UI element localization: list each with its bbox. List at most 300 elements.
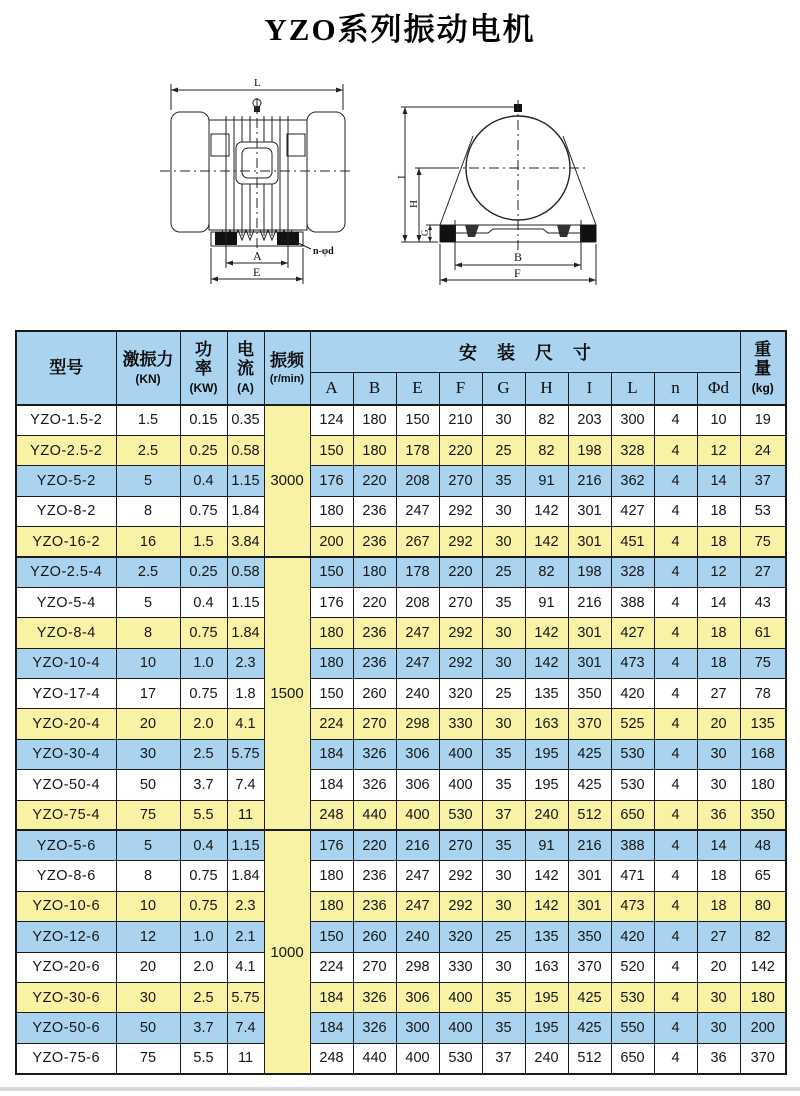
cell-weight: 180: [740, 770, 786, 800]
cell-dim-G: 35: [482, 1013, 525, 1043]
cell-dim-Φd: 30: [697, 1013, 740, 1043]
cell-dim-L: 328: [611, 557, 654, 587]
cell-dim-E: 208: [396, 587, 439, 617]
cell-dim-Φd: 18: [697, 891, 740, 921]
table-row: [16, 952, 786, 982]
cell-dim-L: 650: [611, 1043, 654, 1073]
cell-dim-E: 400: [396, 1043, 439, 1073]
cell-dim-Φd: 18: [697, 496, 740, 526]
cell-dim-A: 200: [310, 527, 353, 557]
cell-dim-n: 4: [654, 739, 697, 769]
cell-dim-n: 4: [654, 830, 697, 860]
cell-dim-n: 4: [654, 648, 697, 678]
table-row: [16, 861, 786, 891]
cell-dim-G: 30: [482, 618, 525, 648]
cell-power: 5.5: [180, 1043, 227, 1073]
cell-dim-I: 425: [568, 982, 611, 1012]
cell-dim-n: 4: [654, 709, 697, 739]
cell-dim-Φd: 18: [697, 648, 740, 678]
cell-dim-L: 530: [611, 739, 654, 769]
cell-dim-H: 195: [525, 770, 568, 800]
cell-dim-I: 216: [568, 587, 611, 617]
cell-power: 2.0: [180, 952, 227, 982]
cell-dim-G: 35: [482, 982, 525, 1012]
cell-dim-B: 236: [353, 496, 396, 526]
spec-table: [15, 330, 787, 1075]
table-row: [16, 618, 786, 648]
cell-dim-G: 30: [482, 709, 525, 739]
cell-dim-A: 180: [310, 618, 353, 648]
cell-current: 1.15: [227, 466, 264, 496]
cell-dim-L: 530: [611, 982, 654, 1012]
dim-label-A: A: [253, 249, 262, 263]
cell-current: 2.3: [227, 891, 264, 921]
header-force-label: 激振力: [122, 349, 174, 369]
cell-dim-H: 142: [525, 527, 568, 557]
cell-frequency: 1000: [264, 830, 310, 1073]
table-row: [16, 1043, 786, 1073]
cell-dim-n: 4: [654, 405, 697, 435]
cell-weight: 65: [740, 861, 786, 891]
cell-weight: 82: [740, 922, 786, 952]
cell-frequency: 3000: [264, 405, 310, 557]
cell-dim-L: 473: [611, 648, 654, 678]
header-model: [16, 331, 116, 405]
cell-dim-G: 30: [482, 496, 525, 526]
cell-power: 1.5: [180, 527, 227, 557]
cell-dim-H: 135: [525, 679, 568, 709]
cell-dim-I: 301: [568, 648, 611, 678]
cell-current: 1.84: [227, 496, 264, 526]
cell-dim-F: 292: [439, 648, 482, 678]
cell-dim-A: 124: [310, 405, 353, 435]
cell-dim-G: 25: [482, 922, 525, 952]
table-row: [16, 830, 786, 860]
cell-model: YZO-50-4: [16, 770, 116, 800]
cell-dim-F: 292: [439, 861, 482, 891]
cell-dim-Φd: 14: [697, 830, 740, 860]
cell-dim-F: 330: [439, 952, 482, 982]
cell-model: YZO-30-6: [16, 982, 116, 1012]
cell-dim-n: 4: [654, 770, 697, 800]
cell-dim-G: 25: [482, 435, 525, 465]
header-dim-E: E: [396, 372, 439, 405]
cell-dim-Φd: 20: [697, 952, 740, 982]
cell-dim-B: 220: [353, 587, 396, 617]
cell-current: 2.1: [227, 922, 264, 952]
cell-dim-F: 400: [439, 739, 482, 769]
page-title: YZO系列振动电机: [264, 12, 536, 47]
header-dim-F: F: [439, 372, 482, 405]
cell-dim-Φd: 10: [697, 405, 740, 435]
cell-dim-A: 150: [310, 557, 353, 587]
cell-dim-B: 260: [353, 679, 396, 709]
header-power-label: 功率: [195, 339, 212, 378]
cell-power: 0.15: [180, 405, 227, 435]
cell-dim-H: 240: [525, 800, 568, 830]
dim-label-F: F: [514, 266, 521, 280]
cell-current: 11: [227, 1043, 264, 1073]
cell-dim-B: 270: [353, 952, 396, 982]
cell-dim-H: 195: [525, 739, 568, 769]
cell-dim-B: 440: [353, 800, 396, 830]
header-frequency-label: 振频: [270, 351, 304, 371]
cell-force: 10: [116, 891, 180, 921]
cell-dim-G: 25: [482, 679, 525, 709]
cell-force: 8: [116, 861, 180, 891]
cell-dim-L: 550: [611, 1013, 654, 1043]
cell-force: 20: [116, 709, 180, 739]
cell-dim-I: 301: [568, 618, 611, 648]
cell-dim-H: 91: [525, 587, 568, 617]
cell-power: 0.75: [180, 679, 227, 709]
cell-power: 2.5: [180, 739, 227, 769]
cell-dim-G: 30: [482, 861, 525, 891]
cell-current: 0.35: [227, 405, 264, 435]
cell-model: YZO-8-6: [16, 861, 116, 891]
technical-drawings: [148, 70, 648, 310]
cell-power: 3.7: [180, 770, 227, 800]
cell-dim-E: 150: [396, 405, 439, 435]
cell-dim-n: 4: [654, 679, 697, 709]
cell-power: 5.5: [180, 800, 227, 830]
cell-dim-E: 300: [396, 1013, 439, 1043]
cell-force: 10: [116, 648, 180, 678]
cell-dim-Φd: 18: [697, 861, 740, 891]
header-weight-label: 重量: [754, 339, 772, 378]
cell-dim-n: 4: [654, 982, 697, 1012]
cell-weight: 19: [740, 405, 786, 435]
cell-weight: 53: [740, 496, 786, 526]
header-dim-A: A: [310, 372, 353, 405]
cell-power: 2.0: [180, 709, 227, 739]
cell-dim-I: 512: [568, 1043, 611, 1073]
cell-dim-n: 4: [654, 435, 697, 465]
dim-label-L: L: [254, 77, 261, 89]
cell-dim-A: 184: [310, 739, 353, 769]
cell-dim-n: 4: [654, 496, 697, 526]
cell-dim-H: 82: [525, 557, 568, 587]
header-power-unit: (KW): [189, 381, 218, 396]
cell-model: YZO-10-6: [16, 891, 116, 921]
spec-table-body: [16, 405, 786, 1074]
cell-dim-I: 216: [568, 830, 611, 860]
cell-dim-L: 473: [611, 891, 654, 921]
cell-current: 0.58: [227, 557, 264, 587]
table-row: [16, 1013, 786, 1043]
cell-dim-I: 301: [568, 527, 611, 557]
cell-weight: 43: [740, 587, 786, 617]
header-force-unit: (KN): [135, 372, 161, 387]
cell-model: YZO-20-4: [16, 709, 116, 739]
cell-current: 1.15: [227, 587, 264, 617]
cell-model: YZO-8-4: [16, 618, 116, 648]
cell-dim-F: 270: [439, 587, 482, 617]
cell-dim-B: 260: [353, 922, 396, 952]
cell-dim-E: 247: [396, 618, 439, 648]
cell-dim-E: 240: [396, 679, 439, 709]
cell-dim-E: 178: [396, 435, 439, 465]
cell-dim-A: 224: [310, 952, 353, 982]
cell-dim-G: 30: [482, 527, 525, 557]
header-power: [180, 331, 227, 405]
cell-dim-E: 240: [396, 922, 439, 952]
header-frequency: [264, 331, 310, 405]
table-row: [16, 891, 786, 921]
cell-weight: 142: [740, 952, 786, 982]
cell-dim-I: 301: [568, 496, 611, 526]
header-force: [116, 331, 180, 405]
cell-dim-F: 400: [439, 1013, 482, 1043]
cell-model: YZO-5-6: [16, 830, 116, 860]
cell-dim-L: 525: [611, 709, 654, 739]
cell-dim-Φd: 12: [697, 435, 740, 465]
table-row: [16, 587, 786, 617]
cell-dim-H: 142: [525, 618, 568, 648]
cell-model: YZO-12-6: [16, 922, 116, 952]
cell-current: 1.84: [227, 618, 264, 648]
cell-dim-E: 178: [396, 557, 439, 587]
cell-dim-G: 35: [482, 739, 525, 769]
cell-dim-F: 330: [439, 709, 482, 739]
header-dim-n: n: [654, 372, 697, 405]
cell-dim-F: 292: [439, 496, 482, 526]
header-model-label: 型号: [49, 358, 84, 378]
cell-dim-B: 326: [353, 770, 396, 800]
cell-force: 75: [116, 1043, 180, 1073]
cell-current: 7.4: [227, 1013, 264, 1043]
cell-dim-Φd: 36: [697, 1043, 740, 1073]
cell-weight: 78: [740, 679, 786, 709]
cell-dim-n: 4: [654, 466, 697, 496]
cell-current: 5.75: [227, 739, 264, 769]
cell-dim-H: 91: [525, 830, 568, 860]
cell-dim-B: 326: [353, 982, 396, 1012]
holes-label: n-φd: [313, 246, 334, 257]
cell-dim-I: 370: [568, 952, 611, 982]
cell-dim-G: 30: [482, 648, 525, 678]
cell-current: 4.1: [227, 952, 264, 982]
cell-power: 1.0: [180, 922, 227, 952]
dim-label-E: E: [253, 265, 261, 279]
cell-weight: 80: [740, 891, 786, 921]
cell-dim-n: 4: [654, 1013, 697, 1043]
cell-dim-E: 298: [396, 709, 439, 739]
cell-dim-I: 425: [568, 739, 611, 769]
header-weight: [740, 331, 786, 405]
cell-dim-Φd: 12: [697, 557, 740, 587]
cell-dim-Φd: 14: [697, 466, 740, 496]
cell-dim-B: 440: [353, 1043, 396, 1073]
cell-dim-B: 236: [353, 618, 396, 648]
cell-dim-A: 248: [310, 800, 353, 830]
cell-current: 4.1: [227, 709, 264, 739]
cell-model: YZO-1.5-2: [16, 405, 116, 435]
cell-dim-E: 247: [396, 861, 439, 891]
cell-force: 20: [116, 952, 180, 982]
cell-dim-E: 306: [396, 770, 439, 800]
cell-dim-H: 82: [525, 405, 568, 435]
cell-dim-F: 320: [439, 679, 482, 709]
cell-dim-B: 236: [353, 648, 396, 678]
cell-power: 0.4: [180, 466, 227, 496]
cell-force: 8: [116, 496, 180, 526]
cell-dim-L: 650: [611, 800, 654, 830]
cell-force: 50: [116, 1013, 180, 1043]
cell-dim-Φd: 14: [697, 587, 740, 617]
table-row: [16, 800, 786, 830]
cell-dim-E: 208: [396, 466, 439, 496]
cell-dim-I: 198: [568, 557, 611, 587]
cell-weight: 370: [740, 1043, 786, 1073]
cell-dim-Φd: 30: [697, 982, 740, 1012]
cell-model: YZO-2.5-2: [16, 435, 116, 465]
cell-dim-A: 224: [310, 709, 353, 739]
cell-dim-L: 362: [611, 466, 654, 496]
cell-model: YZO-5-2: [16, 466, 116, 496]
cell-dim-A: 150: [310, 679, 353, 709]
cell-weight: 180: [740, 982, 786, 1012]
cell-dim-H: 135: [525, 922, 568, 952]
cell-dim-H: 195: [525, 982, 568, 1012]
cell-current: 1.8: [227, 679, 264, 709]
cell-dim-n: 4: [654, 861, 697, 891]
cell-model: YZO-2.5-4: [16, 557, 116, 587]
cell-dim-H: 91: [525, 466, 568, 496]
cell-dim-G: 37: [482, 1043, 525, 1073]
dim-label-G: G: [420, 229, 430, 236]
cell-force: 30: [116, 982, 180, 1012]
cell-dim-G: 30: [482, 891, 525, 921]
cell-weight: 37: [740, 466, 786, 496]
cell-dim-A: 176: [310, 830, 353, 860]
cell-current: 5.75: [227, 982, 264, 1012]
cell-dim-Φd: 27: [697, 922, 740, 952]
cell-dim-G: 37: [482, 800, 525, 830]
cell-dim-Φd: 20: [697, 709, 740, 739]
table-row: [16, 648, 786, 678]
cell-dim-F: 292: [439, 891, 482, 921]
cell-power: 0.25: [180, 435, 227, 465]
dim-label-I: I: [396, 175, 408, 179]
cell-dim-A: 180: [310, 648, 353, 678]
cell-model: YZO-17-4: [16, 679, 116, 709]
cell-dim-E: 298: [396, 952, 439, 982]
cell-dim-Φd: 18: [697, 527, 740, 557]
cell-power: 0.75: [180, 496, 227, 526]
cell-model: YZO-20-6: [16, 952, 116, 982]
header-dim-L: L: [611, 372, 654, 405]
header-dim-B: B: [353, 372, 396, 405]
cell-dim-G: 30: [482, 952, 525, 982]
cell-dim-I: 425: [568, 770, 611, 800]
cell-current: 3.84: [227, 527, 264, 557]
cell-dim-A: 180: [310, 861, 353, 891]
cell-dim-B: 270: [353, 709, 396, 739]
cell-force: 1.5: [116, 405, 180, 435]
cell-dim-I: 350: [568, 922, 611, 952]
cell-dim-B: 180: [353, 435, 396, 465]
cell-dim-G: 35: [482, 770, 525, 800]
cell-dim-B: 236: [353, 527, 396, 557]
table-row: [16, 982, 786, 1012]
cell-dim-H: 240: [525, 1043, 568, 1073]
cell-dim-G: 30: [482, 405, 525, 435]
cell-dim-E: 247: [396, 648, 439, 678]
cell-dim-H: 142: [525, 648, 568, 678]
cell-dim-L: 420: [611, 679, 654, 709]
cell-weight: 75: [740, 527, 786, 557]
cell-dim-n: 4: [654, 800, 697, 830]
cell-dim-H: 163: [525, 952, 568, 982]
cell-current: 1.15: [227, 830, 264, 860]
cell-dim-Φd: 27: [697, 679, 740, 709]
header-dim-phid: Φd: [697, 372, 740, 405]
cell-force: 75: [116, 800, 180, 830]
table-row: [16, 435, 786, 465]
cell-dim-Φd: 18: [697, 618, 740, 648]
cell-weight: 168: [740, 739, 786, 769]
cell-dim-G: 35: [482, 587, 525, 617]
cell-force: 2.5: [116, 435, 180, 465]
cell-dim-F: 530: [439, 1043, 482, 1073]
cell-dim-Φd: 36: [697, 800, 740, 830]
cell-weight: 27: [740, 557, 786, 587]
cell-dim-I: 425: [568, 1013, 611, 1043]
cell-dim-n: 4: [654, 557, 697, 587]
cell-dim-L: 520: [611, 952, 654, 982]
cell-dim-Φd: 30: [697, 770, 740, 800]
cell-dim-H: 142: [525, 861, 568, 891]
cell-dim-E: 306: [396, 739, 439, 769]
header-current: [227, 331, 264, 405]
cell-power: 2.5: [180, 982, 227, 1012]
cell-power: 0.75: [180, 618, 227, 648]
cell-weight: 135: [740, 709, 786, 739]
cell-dim-H: 142: [525, 891, 568, 921]
cell-weight: 350: [740, 800, 786, 830]
cell-dim-I: 203: [568, 405, 611, 435]
cell-dim-n: 4: [654, 922, 697, 952]
cell-weight: 48: [740, 830, 786, 860]
cell-model: YZO-75-4: [16, 800, 116, 830]
cell-dim-H: 163: [525, 709, 568, 739]
motor-end-view-drawing: [393, 80, 633, 295]
cell-dim-L: 420: [611, 922, 654, 952]
cell-force: 30: [116, 739, 180, 769]
cell-model: YZO-30-4: [16, 739, 116, 769]
cell-dim-n: 4: [654, 587, 697, 617]
cell-dim-A: 248: [310, 1043, 353, 1073]
cell-force: 5: [116, 466, 180, 496]
cell-dim-A: 184: [310, 770, 353, 800]
cell-dim-F: 210: [439, 405, 482, 435]
table-row: [16, 709, 786, 739]
cell-power: 0.4: [180, 587, 227, 617]
cell-model: YZO-10-4: [16, 648, 116, 678]
cell-dim-G: 35: [482, 466, 525, 496]
motor-side-view-drawing: [148, 70, 398, 305]
header-current-label: 电流: [237, 339, 254, 378]
cell-model: YZO-75-6: [16, 1043, 116, 1073]
cell-dim-n: 4: [654, 527, 697, 557]
cell-current: 11: [227, 800, 264, 830]
cell-current: 2.3: [227, 648, 264, 678]
cell-weight: 200: [740, 1013, 786, 1043]
cell-dim-F: 220: [439, 435, 482, 465]
bottom-divider: [0, 1087, 800, 1091]
cell-dim-G: 35: [482, 830, 525, 860]
